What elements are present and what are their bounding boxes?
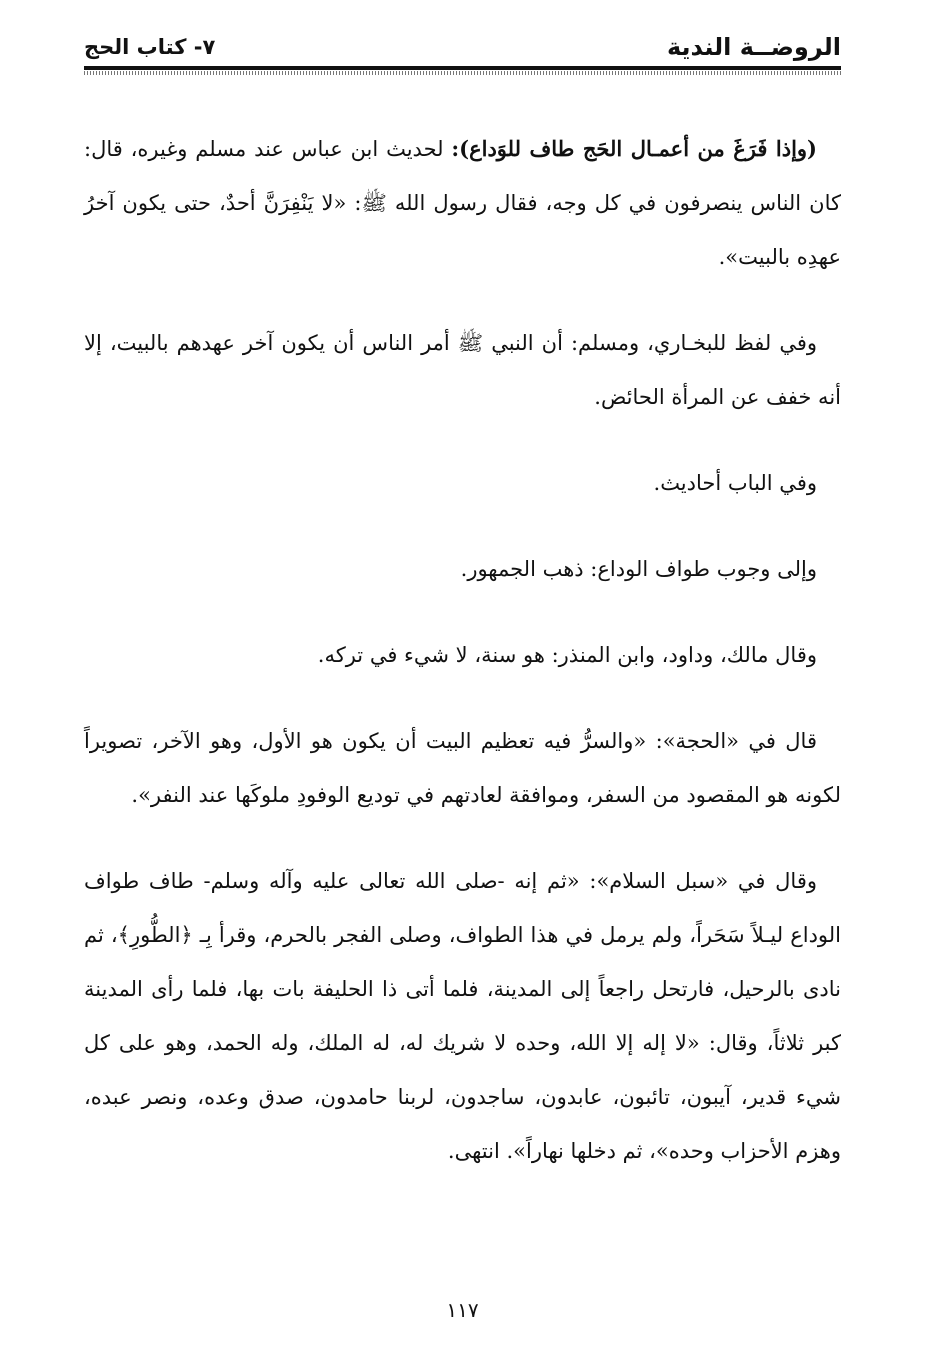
paragraph-7	[84, 854, 841, 1178]
paragraph-6-text: قال في «الحجة»: «والسرُّ فيه تعظيم البيت أن يكون هو الأول، وهو الآخر، تصويراً لكونه هو المقصود من السفر، وموافقة لعادتهم في توديع الوفودِ ملوكَها عند النفر».	[84, 729, 841, 807]
paragraph-3	[84, 456, 841, 510]
paragraph-5	[84, 628, 841, 682]
page-number: ١١٧	[446, 1298, 479, 1322]
paragraph-5-text: وقال مالك، وداود، وابن المنذر: هو سنة، لا شيء في تركه.	[317, 643, 817, 667]
page-header	[84, 28, 841, 70]
chapter-title: ٧- كتاب الحج	[84, 35, 216, 59]
paragraph-1-lead: (وإذا فَرَغَ من أعمـال الحَج طاف للوَداع):	[451, 136, 817, 161]
paragraph-4-text: وإلى وجوب طواف الوداع: ذهب الجمهور.	[460, 557, 817, 581]
page-body	[84, 122, 841, 1210]
paragraph-3-text: وفي الباب أحاديث.	[653, 471, 817, 495]
paragraph-4	[84, 542, 841, 596]
paragraph-2-text: وفي لفظ للبخـاري، ومسلم: أن النبي ﷺ أمر الناس أن يكون آخر عهدهم بالبيت، إلا أنه خفف عن المرأة الحائض.	[84, 331, 841, 409]
header-rule	[84, 66, 841, 70]
paragraph-6	[84, 714, 841, 822]
book-title: الروضــة الندية	[666, 33, 841, 61]
paragraph-7-text: وقال في «سبل السلام»: «ثم إنه -صلى الله تعالى عليه وآله وسلم- طاف طواف الوداع ليـلاً سَحَراً، ولم يرمل في هذا الطواف، وصلى الفجر بالحرم، وقرأ بِـ ﴿الطُّورِ﴾، ثم نادى بالرحيل، فارتحل راجعاً إلى المدينة، فلما أتى ذا الحليفة بات بها، فلما رأى المدينة كبر ثلاثاً، وقال: «لا إله إلا الله، وحده لا شريك له، له الملك، وله الحمد، وهو على كل شيء قدير، آيبون، تائبون، عابدون، ساجدون، لربنا حامدون، صدق وعده، ونصر عبده، وهزم الأحزاب وحده»، ثم دخلها نهاراً». انتهى.	[84, 869, 842, 1163]
header-rule-dotted	[84, 71, 841, 75]
paragraph-1-text: لحديث ابن عباس عند مسلم وغيره، قال: كان الناس ينصرفون في كل وجه، فقال رسول الله ﷺ: «لا يَنْفِرَنَّ أحدٌ، حتى يكون آخرُ عهدِه بالبيت».	[84, 137, 841, 269]
paragraph-2	[84, 316, 841, 424]
paragraph-1	[84, 122, 841, 284]
